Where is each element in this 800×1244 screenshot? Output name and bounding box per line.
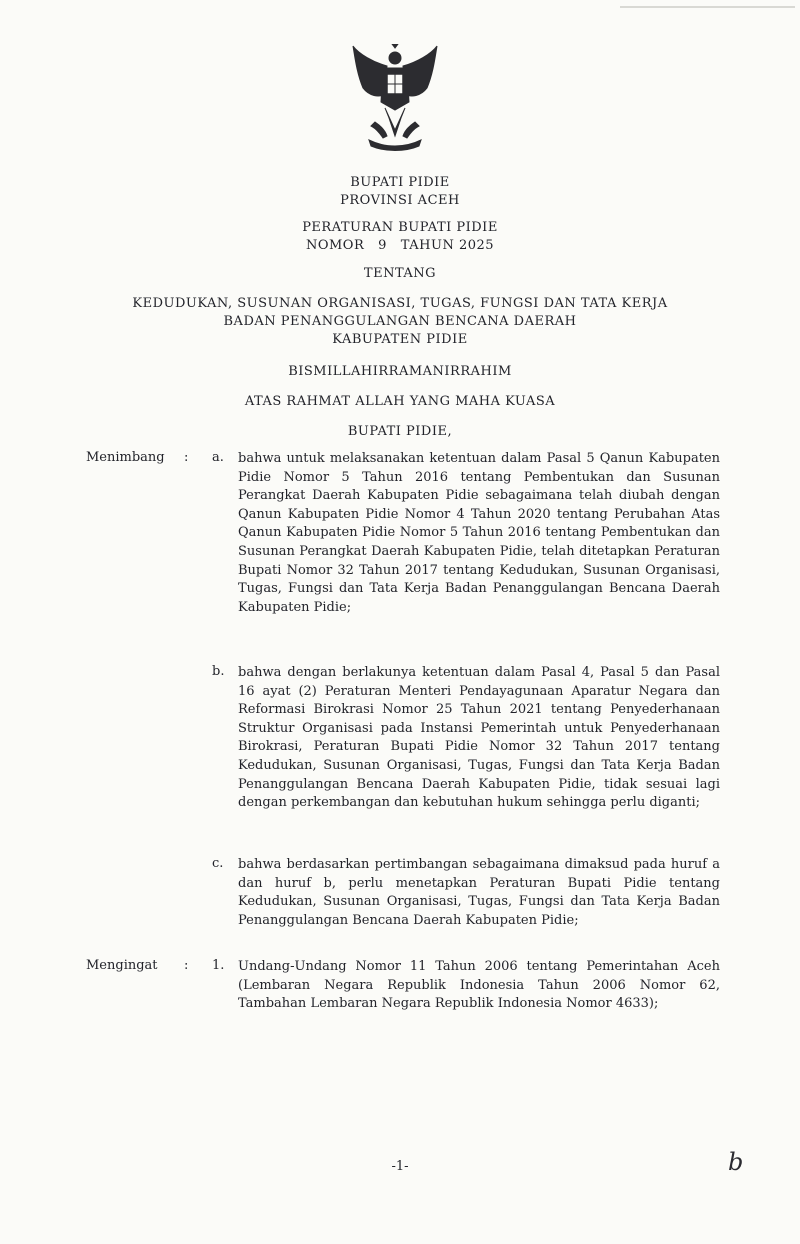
bismillah: BISMILLAHIRRAMANIRRAHIM [288,364,512,379]
regulation-name: PERATURAN BUPATI PIDIE [302,220,498,235]
header-title-line2: PROVINSI ACEH [340,193,460,208]
regulation-number: NOMOR 9 TAHUN 2025 [305,238,495,253]
handwritten-initial: b [728,1148,744,1176]
menimbang-item-b: bahwa dengan berlakunya ketentuan dalam Pasal 4, Pasal 5 dan Pasal 16 ayat (2) Peraturan Menteri Pendayagunaan Aparatur Negara dan Reformasi Birokrasi Nomor 25 Tahun 2021 tentang Penyederhanaan Struktur Organisasi pada Instansi Pemerintah untuk Penyederhanaan Birokrasi, Peraturan Bupati Pidie Nomor 32 Tahun 2017 tentang Kedudukan, Susunan Organisasi, Tugas, Fungsi dan Tata Kerja Badan Penanggulangan Bencana Daerah Kabupaten Pidie, tidak sesuai lagi dengan perkembangan dan kebutuhan hukum sehingga perlu diganti; [238,665,720,811]
mengingat-colon: : [184,958,189,973]
menimbang-marker-a: a. [212,450,224,465]
tentang-heading: TENTANG [363,266,437,281]
subject-line2: BADAN PENANGGULANGAN BENCANA DAERAH [223,314,577,329]
mengingat-marker-1: 1. [212,958,225,973]
mengingat-item-1: Undang-Undang Nomor 11 Tahun 2006 tentang Pemerintahan Aceh (Lembaran Negara Republik Indonesia Tahun 2006 Nomor 62, Tambahan Lembaran Negara Republik Indonesia Nomor 4633); [238,959,720,1012]
page-number: -1- [391,1159,409,1174]
menimbang-label: Menimbang [86,450,165,465]
scan-edge-line [620,6,795,8]
menimbang-marker-b: b. [212,664,225,679]
menimbang-marker-c: c. [212,856,224,871]
header-title-line1: BUPATI PIDIE [350,175,450,190]
garuda-emblem-icon [345,44,445,152]
bupati-line: BUPATI PIDIE, [347,424,453,439]
menimbang-item-c: bahwa berdasarkan pertimbangan sebagaimana dimaksud pada huruf a dan huruf b, perlu menetapkan Peraturan Bupati Pidie tentang Kedudukan, Susunan Organisasi, Tugas, Fungsi dan Tata Kerja Badan Penanggulangan Bencana Daerah Kabupaten Pidie; [238,857,720,928]
menimbang-item-a: bahwa untuk melaksanakan ketentuan dalam Pasal 5 Qanun Kabupaten Pidie Nomor 5 Tahun 2016 tentang Pembentukan dan Susunan Perangkat Daerah Kabupaten Pidie sebagaimana telah diubah dengan Qanun Kabupaten Pidie Nomor 4 Tahun 2020 tentang Perubahan Atas Qanun Kabupaten Pidie Nomor 5 Tahun 2016 tentang Pembentukan dan Susunan Perangkat Daerah Kabupaten Pidie, telah ditetapkan Peraturan Bupati Nomor 32 Tahun 2017 tentang Kedudukan, Susunan Organisasi, Tugas, Fungsi dan Tata Kerja Badan Penanggulangan Bencana Daerah Kabupaten Pidie; [238,451,720,615]
rahmat-line: ATAS RAHMAT ALLAH YANG MAHA KUASA [244,394,556,409]
subject-line3: KABUPATEN PIDIE [332,332,468,347]
subject-line1: KEDUDUKAN, SUSUNAN ORGANISASI, TUGAS, FUNGSI DAN TATA KERJA [132,296,668,311]
mengingat-label: Mengingat [86,958,158,973]
menimbang-colon: : [184,450,189,465]
